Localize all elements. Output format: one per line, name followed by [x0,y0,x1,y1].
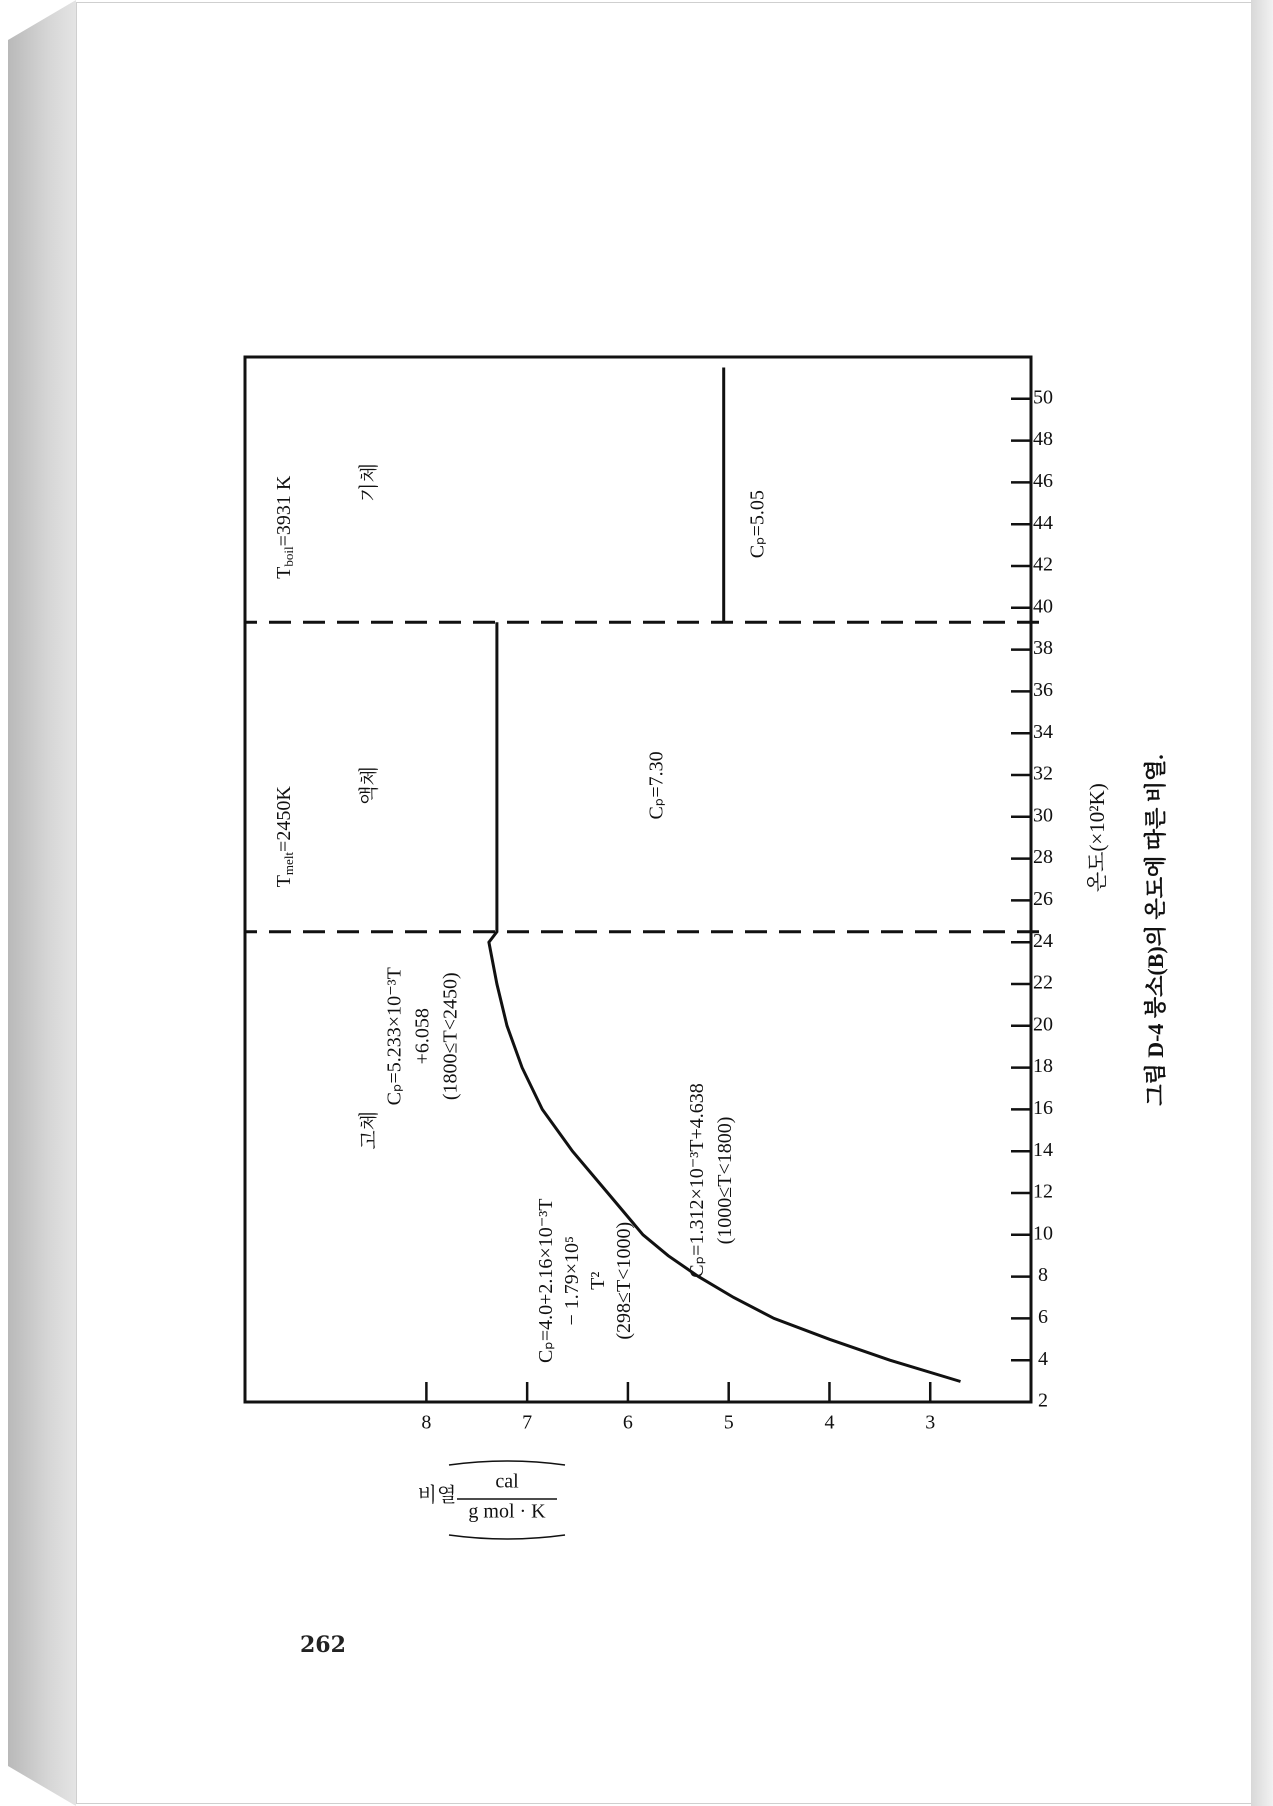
y-axis-label-unit-numerator: cal [495,1470,519,1493]
x-tick-label: 48 [1033,428,1053,451]
equation-annotation-line: (298≤T<1000) [612,1221,635,1340]
annotation-layer [273,463,769,1363]
phase-label: 액체 [358,766,381,805]
x-tick-label: 4 [1038,1347,1048,1370]
x-tick-label: 30 [1033,804,1053,827]
x-tick-label: 12 [1033,1180,1053,1203]
y-axis-label-main: 비열 [417,1484,457,1507]
transition-label: $T_{boil}=3931$ K [272,475,296,579]
x-tick-label: 36 [1033,678,1053,701]
equation-annotation-line: +6.058 [411,1008,434,1065]
series-layer [245,367,1039,1381]
y-tick-label: 8 [421,1411,432,1434]
y-axis-label-group [418,1461,565,1539]
x-tick-label: 2 [1038,1389,1048,1412]
rotated-plot-group [245,357,1109,1539]
x-tick-label: 42 [1033,553,1053,576]
x-tick-label: 20 [1033,1013,1053,1036]
y-axis-label-unit-denominator: g mol · K [468,1500,546,1523]
series-line-1 [489,622,961,1381]
x-tick-label: 28 [1033,846,1053,869]
equation-annotation-line: T² [586,1271,609,1290]
x-tick-label: 46 [1033,469,1053,492]
x-tick-label: 22 [1033,971,1053,994]
x-tick-label: 50 [1033,386,1053,409]
y-tick-label: 5 [723,1411,734,1434]
x-tick-label: 40 [1033,595,1053,618]
phase-label: 고체 [358,1110,381,1150]
x-tick-label: 16 [1033,1096,1053,1119]
x-tick-label: 18 [1033,1055,1053,1078]
equation-annotation-line: Cₚ=1.312×10⁻³T+4.638 [686,1083,709,1278]
equation-annotation-line: (1800≤T<2450) [439,972,462,1101]
y-tick-label: 4 [824,1411,835,1434]
x-tick-label: 14 [1033,1138,1053,1161]
y-axis-label-paren [449,1535,565,1539]
x-tick-label: 24 [1033,929,1053,952]
axis-layer [421,386,1053,1433]
equation-annotation-line: − 1.79×10⁵ [560,1236,583,1326]
transition-label: $T_{melt}=2450K$ [272,786,296,888]
equation-annotation-line: Cₚ=5.233×10⁻³T [383,967,406,1106]
page-number: 262 [300,1632,346,1658]
y-tick-label: 7 [522,1411,533,1434]
x-tick-label: 8 [1038,1264,1048,1287]
equation-annotation-line: (1000≤T<1800) [714,1116,737,1245]
equation-annotation-line: Cₚ=4.0+2.16×10⁻³T [534,1198,557,1364]
equation-annotation-line: Cₚ=7.30 [645,751,668,820]
x-tick-label: 26 [1033,887,1053,910]
y-tick-label: 6 [622,1411,633,1434]
x-tick-label: 44 [1033,511,1053,534]
x-axis-label: 온도(×10²K) [1084,783,1109,893]
y-tick-label: 3 [925,1411,936,1434]
plot-frame [245,357,1031,1402]
x-tick-label: 10 [1033,1222,1053,1245]
x-tick-label: 32 [1033,762,1053,785]
y-axis-label-paren [449,1461,565,1465]
phase-label: 기체 [358,463,381,502]
x-tick-label: 6 [1038,1305,1048,1328]
x-tick-label: 38 [1033,637,1053,660]
x-tick-label: 34 [1033,720,1053,743]
figure-caption: 그림 D-4 붕소(B)의 온도에 따른 비열. [1143,754,1169,1106]
equation-annotation-line: Cₚ=5.05 [746,490,769,559]
